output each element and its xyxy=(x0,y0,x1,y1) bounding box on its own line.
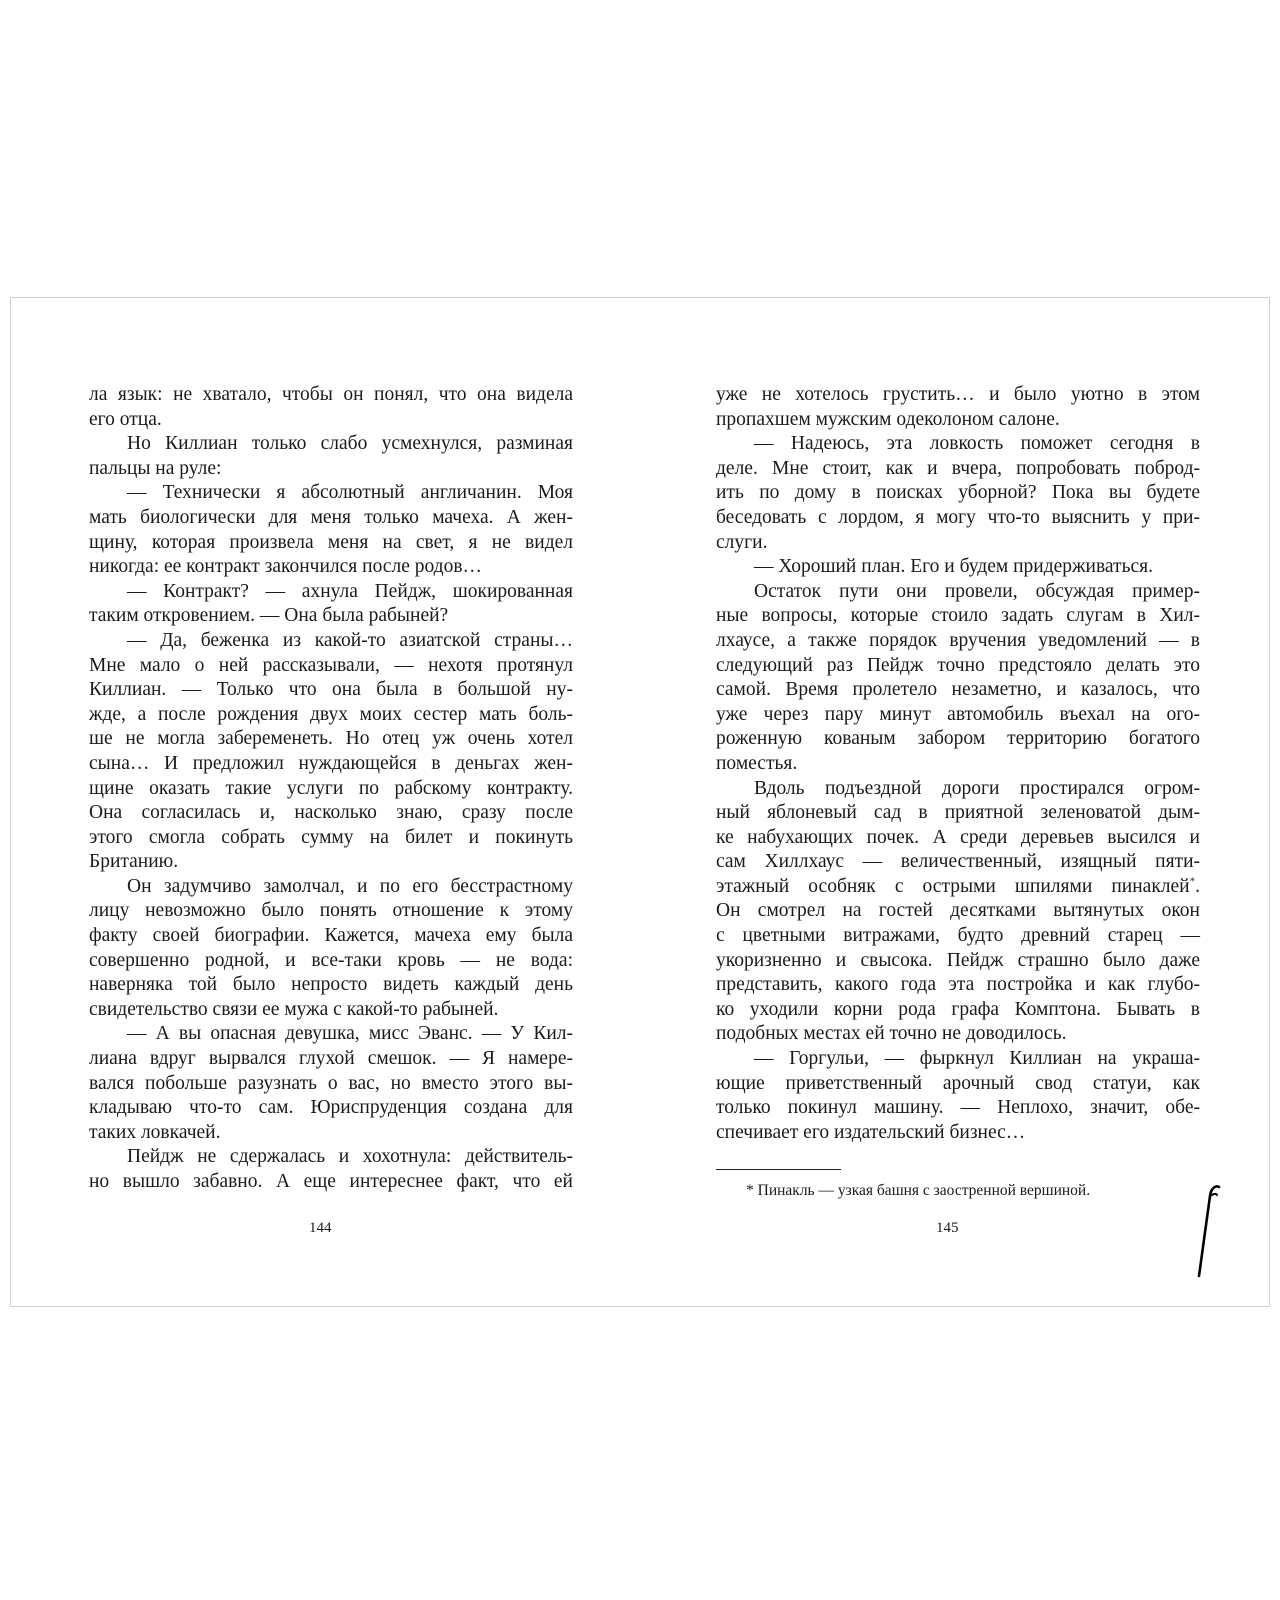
text-line: Он задумчиво замолчал, и по его бесстрастному xyxy=(127,875,573,897)
text-line: этого смогла собрать сумму на билет и покинуть xyxy=(89,826,573,848)
text-line: уже не хотелось грустить… и было уютно в этом xyxy=(716,384,1200,405)
text-line: ше не могла забеременеть. Но отец уж очень хотел xyxy=(89,728,573,750)
text-line: Британию. xyxy=(89,851,179,873)
text-line: — Контракт? — ахнула Пейдж, шокированная xyxy=(127,580,573,602)
text-line: ющие приветственный арочный свод статуи, как xyxy=(716,1072,1200,1094)
text-line: поместья. xyxy=(716,752,798,774)
text-line: следующий раз Пейдж точно предстояло делать это xyxy=(716,654,1200,676)
text-line: никогда: ее контракт закончился после родов… xyxy=(89,556,483,578)
text-line: наверняка той было непросто видеть каждый день xyxy=(89,974,573,996)
text-line: — Технически я абсолютный англичанин. Моя xyxy=(127,482,573,504)
text-line: Она согласилась и, насколько знаю, сразу после xyxy=(89,802,573,824)
text-line: беседовать с лордом, я могу что-то выяснить у при- xyxy=(716,506,1200,528)
text-line: его отца. xyxy=(89,408,162,430)
text-line: самой. Время пролетело незаметно, и казалось, что xyxy=(716,679,1200,701)
text-line: ить по дому в поисках уборной? Пока вы будете xyxy=(716,482,1200,504)
right-page-text xyxy=(716,383,1200,1145)
text-line: слуги. xyxy=(716,531,768,553)
text-line: спечивает его издательский бизнес… xyxy=(716,1121,1026,1143)
text-line: ный яблоневый сад в приятной зеленоватой дым- xyxy=(716,802,1200,824)
text-line: ко уходили корни рода графа Комптона. Бывать в xyxy=(716,998,1200,1020)
text-line: ные вопросы, которые стоило задать слугам в Хил- xyxy=(716,605,1200,627)
text-line: щину, которая произвела меня на свет, я не видел xyxy=(89,531,573,553)
page-number-left: 144 xyxy=(309,1220,332,1236)
text-line: укоризненно и свысока. Пейдж страшно было даже xyxy=(716,949,1200,971)
text-line: но вышло забавно. А еще интереснее факт, что ей xyxy=(89,1171,573,1192)
text-line: деле. Мне стоит, как и вчера, попробовать поброд- xyxy=(716,457,1200,479)
text-line: сына… И предложил нуждающейся в деньгах жен- xyxy=(89,752,573,774)
text-line: сам Хиллхаус — величественный, изящный пяти- xyxy=(716,851,1200,873)
text-line: ла язык: не хватало, чтобы он понял, что она видела xyxy=(89,384,573,405)
text-line: лицу невозможно было понять отношение к этому xyxy=(89,900,573,922)
text-line: представить, какого года эта постройка и как глубо- xyxy=(716,974,1200,996)
text-line: кладываю что-то сам. Юриспруденция создана для xyxy=(89,1097,573,1119)
text-line: лхаусе, а также порядок вручения уведомлений — в xyxy=(716,629,1200,651)
text-line: — Горгульи, — фыркнул Киллиан на украша- xyxy=(754,1048,1200,1070)
footnote: * Пинакль — узкая башня с заостренной вершиной. xyxy=(746,1182,1091,1199)
left-page-text xyxy=(89,383,573,1195)
text-line: ке набухающих почек. А среди деревьев высился и xyxy=(716,826,1200,848)
text-line: лиана вдруг вырвался глухой смешок. — Я намере- xyxy=(89,1048,573,1070)
text-line: роженную кованым забором территорию богатого xyxy=(716,728,1200,750)
text-line: Пейдж не сдержалась и хохотнула: действитель- xyxy=(127,1146,573,1168)
text-line: подобных местах ей точно не доводилось. xyxy=(716,1023,1067,1045)
text-line: пропахшем мужским одеколоном салоне. xyxy=(716,408,1060,430)
text-line: уже через пару минут автомобиль въехал на ого- xyxy=(716,703,1200,725)
text-line: пальцы на руле: xyxy=(89,457,222,479)
footnote-divider xyxy=(716,1169,841,1170)
bookmark-ribbon-icon xyxy=(1183,1178,1223,1278)
text-line: Киллиан. — Только что она была в большой ну- xyxy=(89,679,573,701)
text-line: с цветными витражами, будто древний старец — xyxy=(716,925,1200,947)
text-line: таким откровением. — Она была рабыней? xyxy=(89,605,449,627)
text-line: совершенно родной, и все-таки кровь — не вода: xyxy=(89,949,573,971)
text-line: Он смотрел на гостей десятками вытянутых окон xyxy=(716,900,1200,922)
text-line: — Хороший план. Его и будем придерживаться. xyxy=(754,556,1153,578)
text-line: таких ловкачей. xyxy=(89,1121,221,1143)
text-line: факту своей биографии. Кажется, мачеха ему была xyxy=(89,925,573,947)
text-line: вался побольше разузнать о вас, но вместо этого вы- xyxy=(89,1072,573,1094)
book-spread xyxy=(10,297,1270,1307)
text-line: — А вы опасная девушка, мисс Эванс. — У Кил- xyxy=(127,1023,573,1045)
text-line: — Да, беженка из какой-то азиатской страны… xyxy=(127,629,573,651)
text-line: Вдоль подъездной дороги простирался огром- xyxy=(754,777,1200,799)
text-line-with-footnote-ref: этажный особняк с острыми шпилями пинаклей*. xyxy=(716,875,1200,897)
text-line: Мне мало о ней рассказывали, — нехотя протянул xyxy=(89,654,573,676)
text-line: жде, а после рождения двух моих сестер мать боль- xyxy=(89,703,573,725)
footnote-marker: * xyxy=(1189,875,1196,888)
text-line: мать биологически для меня только мачеха. А жен- xyxy=(89,506,573,528)
text-line: щине оказать такие услуги по рабскому контракту. xyxy=(89,777,573,799)
text-line: только покинул машину. — Неплохо, значит, обе- xyxy=(716,1097,1200,1119)
page-number-right: 145 xyxy=(936,1220,959,1236)
text-fragment: этажный особняк с острыми шпилями пинаклей xyxy=(716,875,1190,897)
text-line: Но Киллиан только слабо усмехнулся, разминая xyxy=(127,433,573,455)
text-line: свидетельство связи ее мужа с какой-то рабыней. xyxy=(89,998,499,1020)
text-line: — Надеюсь, эта ловкость поможет сегодня в xyxy=(754,433,1200,455)
text-line: Остаток пути они провели, обсуждая пример- xyxy=(754,580,1200,602)
